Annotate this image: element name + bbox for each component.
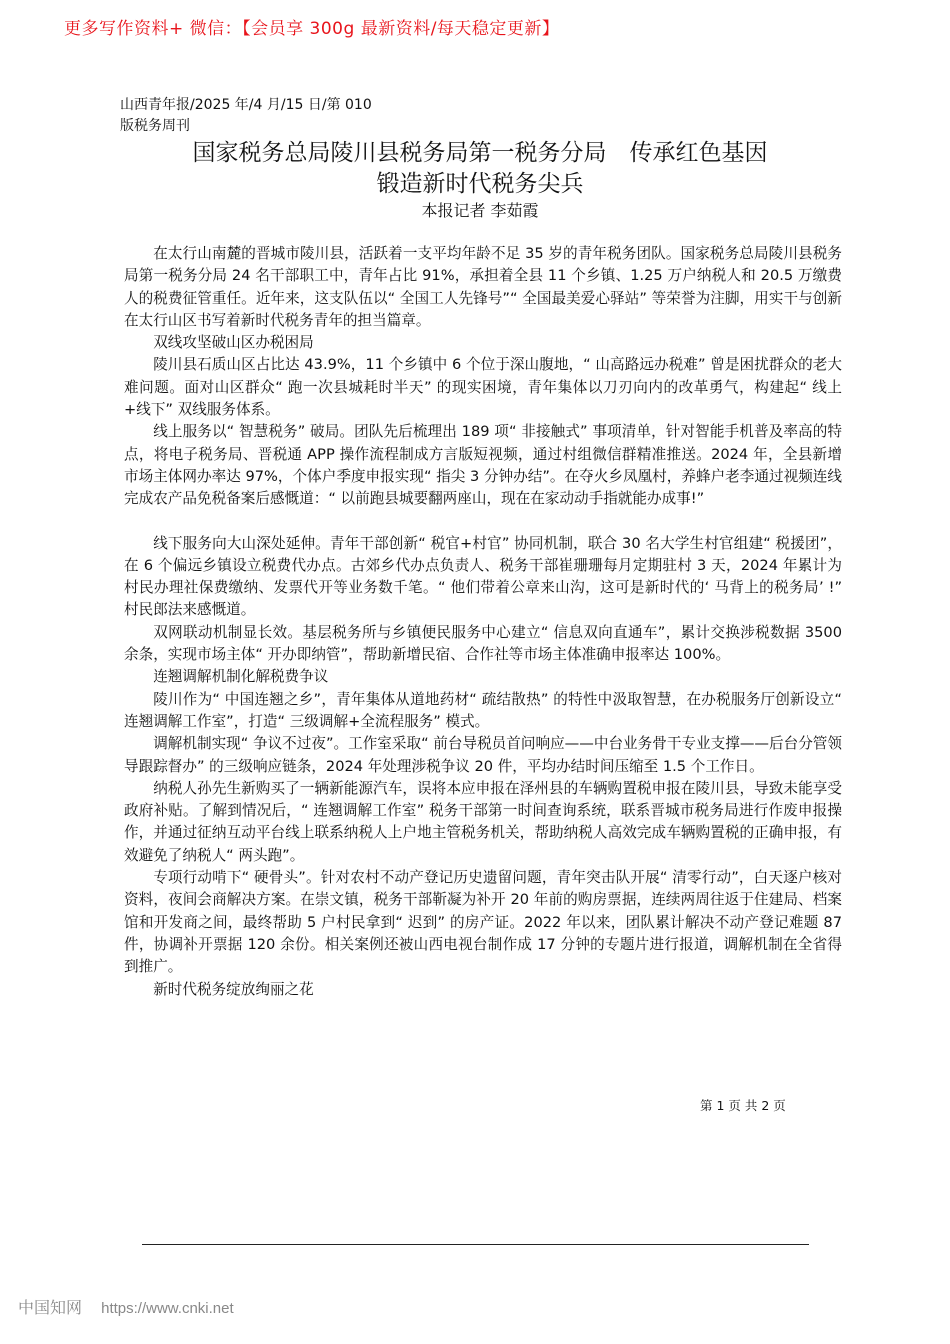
cnki-url-link[interactable]: https://www.cnki.net — [101, 1300, 234, 1317]
paragraph: 陵川县石质山区占比达 43.9%，11 个乡镇中 6 个位于深山腹地，“ 山高路远办税难” 曾是困扰群众的老大难问题。面对山区群众“ 跑一次县城耗时半天” 的现实困境，青年集体以刀刃向内的改革勇气，构建起“ 线上+线下” 双线服务体系。 — [124, 356, 842, 419]
paragraph: 线上服务以“ 智慧税务” 破局。团队先后梳理出 189 项“ 非接触式” 事项清单，针对智能手机普及率高的特点，将电子税务局、晋税通 APP 操作流程制成方言版短视频，通过村组微信群精准推送。2024 年，全县新增市场主体网办率达 97%，个体户季度申报实现“ 指尖 3 分钟办结”。在夺火乡凤凰村，养蜂户老李通过视频连线完成农产品免税备案后感慨道：“ 以前跑县城要翻两座山，现在在家动动手指就能办成事!” — [124, 423, 842, 508]
paragraph: 专项行动啃下“ 硬骨头”。针对农村不动产登记历史遗留问题，青年突击队开展“ 清零行动”，白天逐户核对资料，夜间会商解决方案。在崇文镇，税务干部靳凝为补开 20 年前的购房票据，连续两周往返于住建局、档案馆和开发商之间，最终帮助 5 户村民拿到“ 迟到” 的房产证。2022 年以来，团队累计解决不动产登记难题 87 件，协调补开票据 120 余份。相关案例还被山西电视台制作成 17 分钟的专题片进行报道，调解机制在全省得到推广。 — [124, 869, 842, 976]
paragraph: 调解机制实现“ 争议不过夜”。工作室采取“ 前台导税员首问响应——中台业务骨干专业支撑——后台分管领导跟踪督办” 的三级响应链条，2024 年处理涉税争议 20 件，平均办结时间压缩至 1.5 个工作日。 — [124, 735, 842, 775]
subheading-mediation: 连翘调解机制化解税费争议 — [153, 668, 329, 686]
footer — [18, 1295, 234, 1318]
subheading-new-era: 新时代税务绽放绚丽之花 — [153, 980, 314, 998]
article-title-line-1: 国家税务总局陵川县税务局第一税务分局 传承红色基因 — [192, 140, 768, 166]
article-body — [124, 243, 842, 1001]
source-line: 山西青年报/2025 年/4 月/15 日/第 010 — [120, 97, 372, 113]
subheading-dual-line: 双线攻坚破山区办税困局 — [153, 334, 314, 352]
paragraph-intro: 在太行山南麓的晋城市陵川县，活跃着一支平均年龄不足 35 岁的青年税务团队。国家税务总局陵川县税务局第一税务分局 24 名干部职工中，青年占比 91%，承担着全县 11 个乡镇、1.25 万户纳税人和 20.5 万缴费人的税费征管重任。近年来，这支队伍以“ 全国工人先锋号”“ 全国最美爱心驿站” 等荣誉为注脚，用实干与创新在太行山区书写着新时代税务青年的担当篇章。 — [124, 245, 842, 329]
cnki-brand: 中国知网 — [18, 1298, 83, 1317]
footer-divider — [142, 1244, 809, 1245]
article-title-line-2: 锻造新时代税务尖兵 — [376, 171, 584, 197]
byline: 本报记者 李茹霞 — [421, 201, 539, 220]
promo-banner: 更多写作资料+ 微信：【会员享 300g 最新资料/每天稳定更新】 — [64, 19, 560, 39]
paragraph: 双网联动机制显长效。基层税务所与乡镇便民服务中心建立“ 信息双向直通车”，累计交换涉税数据 3500 余条，实现市场主体“ 开办即纳管”，帮助新增民宿、合作社等市场主体准确申报率达 100%。 — [124, 623, 842, 664]
paragraph: 线下服务向大山深处延伸。青年干部创新“ 税官+村官” 协同机制，联合 30 名大学生村官组建“ 税援团”，在 6 个偏远乡镇设立税费代办点。古郊乡代办点负责人、税务干部崔珊珊每月定期驻村 3 天，2024 年累计为村民办理社保费缴纳、发票代开等业务数千笔。“ 他们带着公章来山沟，这可是新时代的‘ 马背上的税务局’ !” 村民郎法来感慨道。 — [124, 534, 842, 619]
paragraph: 纳税人孙先生新购买了一辆新能源汽车，误将本应申报在泽州县的车辆购置税申报在陵川县，导致未能享受政府补贴。了解到情况后，“ 连翘调解工作室” 税务干部第一时间查询系统，联系晋城市税务局进行作废申报操作，并通过征纳互动平台线上联系纳税人上户地主管税务机关，帮助纳税人高效完成车辆购置税的正确申报，有效避免了纳税人“ 两头跑”。 — [124, 779, 842, 864]
page-indicator: 第 1 页 共 2 页 — [700, 1098, 786, 1113]
section-line: 版税务周刊 — [120, 118, 190, 134]
paragraph: 陵川作为“ 中国连翘之乡”，青年集体从道地药材“ 疏结散热” 的特性中汲取智慧，在办税服务厅创新设立“ 连翘调解工作室”，打造“ 三级调解+全流程服务” 模式。 — [124, 690, 842, 730]
